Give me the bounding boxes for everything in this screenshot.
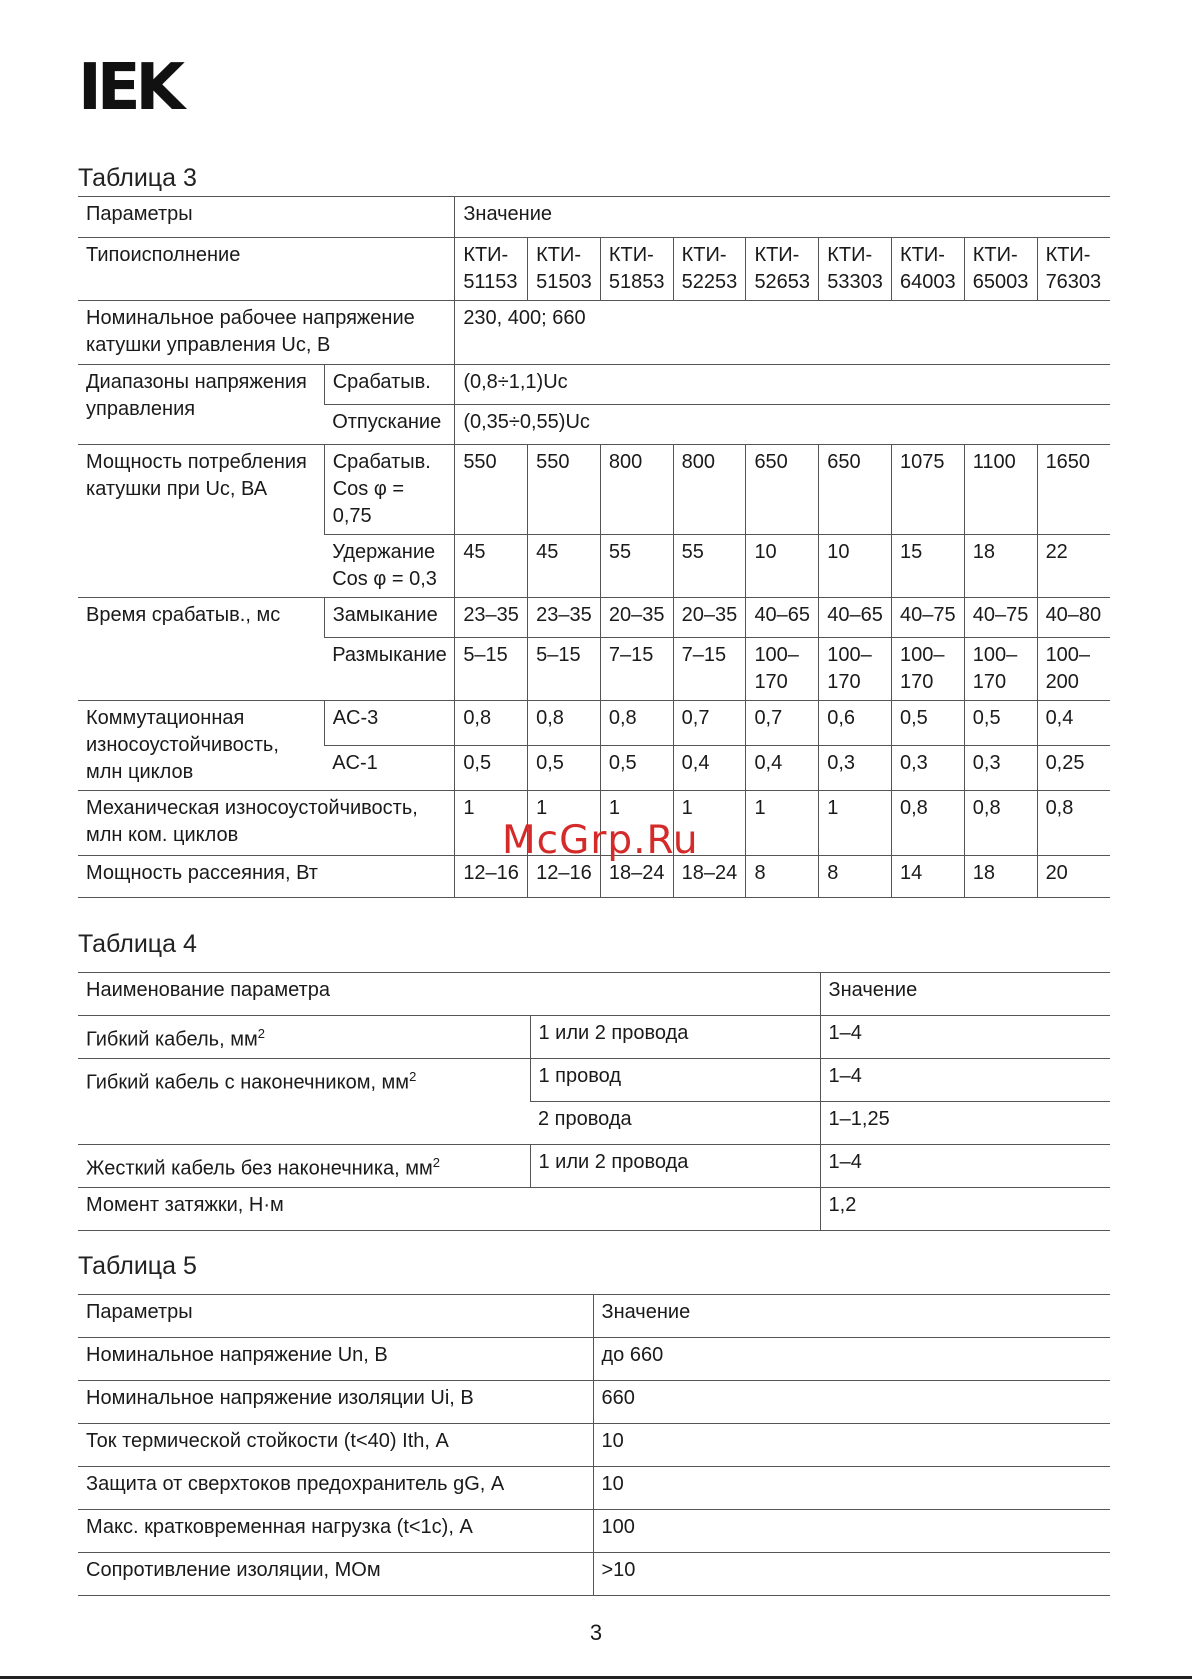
close-label: Замыкание xyxy=(324,598,455,638)
value-cell: 650 xyxy=(746,445,819,535)
control-range-label: Диапазоны напряжения управления xyxy=(78,365,324,445)
value-cell: 40–75 xyxy=(964,598,1037,638)
rigid-cable-cond: 1 или 2 провода xyxy=(530,1145,820,1188)
value-cell: 10 xyxy=(819,535,892,598)
value-cell: 20–35 xyxy=(600,598,673,638)
value-cell: 22 xyxy=(1037,535,1110,598)
value-cell: 0,5 xyxy=(600,746,673,791)
pickup-range-value: (0,8÷1,1)Uc xyxy=(455,365,1110,405)
rigid-cable-value: 1–4 xyxy=(820,1145,1110,1188)
value-cell: 40–75 xyxy=(892,598,965,638)
value-cell: 20 xyxy=(1037,856,1110,898)
type-cell: КТИ- 52253 xyxy=(673,238,746,301)
value-cell: 0,6 xyxy=(819,701,892,746)
table-row xyxy=(78,973,1110,1016)
flex-cable-value: 1–4 xyxy=(820,1016,1110,1059)
table-row xyxy=(78,301,1110,365)
value-cell: 0,8 xyxy=(455,701,528,746)
value-cell: 5–15 xyxy=(528,638,601,701)
op-time-label: Время срабатыв., мс xyxy=(78,598,324,701)
table-row xyxy=(78,1467,1110,1510)
value-cell: 100– 200 xyxy=(1037,638,1110,701)
value-cell: 8 xyxy=(819,856,892,898)
page-number: 3 xyxy=(589,1620,603,1645)
ferrule-cond-2: 2 провода xyxy=(530,1102,820,1145)
value-cell: 100– 170 xyxy=(819,638,892,701)
table-row xyxy=(78,1338,1110,1381)
value-cell: 1 xyxy=(528,791,601,856)
mechanical-label: Механическая износоустойчивость, млн ком. циклов xyxy=(78,791,455,856)
row-label: Защита от сверхтоков предохранитель gG, А xyxy=(78,1467,593,1510)
value-cell: 8 xyxy=(746,856,819,898)
rigid-cable-label: Жесткий кабель без наконечника, $мм^2$ xyxy=(78,1145,530,1188)
value-cell: 55 xyxy=(673,535,746,598)
table-row xyxy=(78,1381,1110,1424)
value-cell: 0,3 xyxy=(892,746,965,791)
header-value: Значение xyxy=(820,973,1110,1016)
value-cell: 0,4 xyxy=(673,746,746,791)
row-label: Сопротивление изоляции, МОм xyxy=(78,1553,593,1596)
watermark: McGrp.Ru xyxy=(502,818,699,863)
table5-caption: Таблица 5 xyxy=(78,1252,197,1280)
table-row xyxy=(78,1295,1110,1338)
value-cell: 1075 xyxy=(892,445,965,535)
value-cell: 5–15 xyxy=(455,638,528,701)
rated-voltage-value: 230, 400; 660 xyxy=(455,301,1110,365)
type-cell: КТИ- 53303 xyxy=(819,238,892,301)
value-cell: 0,5 xyxy=(892,701,965,746)
open-label: Размыкание xyxy=(324,638,455,701)
table-row xyxy=(78,1059,1110,1102)
release-label: Отпускание xyxy=(324,405,455,445)
table-row xyxy=(78,598,1110,638)
value-cell: 0,3 xyxy=(819,746,892,791)
coil-pickup-label: Срабатыв. Cos φ = 0,75 xyxy=(324,445,455,535)
type-cell: КТИ- 51853 xyxy=(600,238,673,301)
value-cell: 550 xyxy=(528,445,601,535)
header-value: Значение xyxy=(593,1295,1110,1338)
ferrule-value-1: 1–4 xyxy=(820,1059,1110,1102)
value-cell: 1 xyxy=(455,791,528,856)
header-value: Значение xyxy=(455,197,1110,238)
value-cell: 15 xyxy=(892,535,965,598)
header-param: Параметры xyxy=(78,197,455,238)
table3-caption: Таблица 3 xyxy=(78,164,197,192)
value-cell: 40–65 xyxy=(819,598,892,638)
table-row xyxy=(78,197,1110,238)
switching-label: Коммутационная износоустойчивость, млн циклов xyxy=(78,701,324,791)
value-cell: 0,4 xyxy=(746,746,819,791)
value-cell: 18–24 xyxy=(600,856,673,898)
type-cell: КТИ- 51503 xyxy=(528,238,601,301)
dissipation-label: Мощность рассеяния, Вт xyxy=(78,856,455,898)
type-cell: КТИ- 64003 xyxy=(892,238,965,301)
ac1-label: AC-1 xyxy=(324,746,455,791)
coil-hold-label: Удержание Cos φ = 0,3 xyxy=(324,535,455,598)
value-cell: 0,8 xyxy=(528,701,601,746)
row-value: >10 xyxy=(593,1553,1110,1596)
table3 xyxy=(78,196,1110,898)
row-label: Макс. кратковременная нагрузка (t<1с), А xyxy=(78,1510,593,1553)
row-value: 10 xyxy=(593,1467,1110,1510)
torque-label: Момент затяжки, Н·м xyxy=(78,1188,820,1231)
value-cell: 1650 xyxy=(1037,445,1110,535)
flex-cable-label: Гибкий кабель, $мм^2$ xyxy=(78,1016,530,1059)
value-cell: 40–65 xyxy=(746,598,819,638)
row-value: 100 xyxy=(593,1510,1110,1553)
coil-power-label: Мощность потребления катушки при Uc, ВА xyxy=(78,445,324,598)
value-cell: 1 xyxy=(600,791,673,856)
value-cell: 18 xyxy=(964,856,1037,898)
pickup-label: Срабатыв. xyxy=(324,365,455,405)
value-cell: 40–80 xyxy=(1037,598,1110,638)
value-cell: 7–15 xyxy=(600,638,673,701)
value-cell: 550 xyxy=(455,445,528,535)
row-label: Ток термической стойкости (t<40) Ith, А xyxy=(78,1424,593,1467)
table4-caption: Таблица 4 xyxy=(78,930,197,958)
row-label: Номинальное напряжение Un, В xyxy=(78,1338,593,1381)
row-value: 660 xyxy=(593,1381,1110,1424)
rated-voltage-label: Номинальное рабочее напряжение катушки управления Uc, В xyxy=(78,301,455,365)
value-cell: 0,4 xyxy=(1037,701,1110,746)
ferrule-cable-label: Гибкий кабель с наконечником, $мм^2$ xyxy=(78,1059,530,1145)
torque-value: 1,2 xyxy=(820,1188,1110,1231)
value-cell: 23–35 xyxy=(455,598,528,638)
type-cell: КТИ- 51153 xyxy=(455,238,528,301)
header-param: Наименование параметра xyxy=(78,973,820,1016)
value-cell: 45 xyxy=(528,535,601,598)
value-cell: 18 xyxy=(964,535,1037,598)
ferrule-value-2: 1–1,25 xyxy=(820,1102,1110,1145)
value-cell: 0,7 xyxy=(746,701,819,746)
value-cell: 100– 170 xyxy=(746,638,819,701)
value-cell: 1100 xyxy=(964,445,1037,535)
value-cell: 650 xyxy=(819,445,892,535)
value-cell: 55 xyxy=(600,535,673,598)
table-row xyxy=(78,445,1110,535)
iek-logo: IEK xyxy=(78,51,181,125)
value-cell: 0,8 xyxy=(964,791,1037,856)
table-row xyxy=(78,365,1110,405)
row-value: 10 xyxy=(593,1424,1110,1467)
value-cell: 0,7 xyxy=(673,701,746,746)
row-label: Номинальное напряжение изоляции Ui, В xyxy=(78,1381,593,1424)
value-cell: 1 xyxy=(746,791,819,856)
table-row xyxy=(78,1016,1110,1059)
value-cell: 800 xyxy=(600,445,673,535)
value-cell: 10 xyxy=(746,535,819,598)
flex-cable-cond: 1 или 2 провода xyxy=(530,1016,820,1059)
ac3-label: AC-3 xyxy=(324,701,455,746)
value-cell: 0,5 xyxy=(528,746,601,791)
value-cell: 7–15 xyxy=(673,638,746,701)
table4 xyxy=(78,972,1110,1231)
value-cell: 45 xyxy=(455,535,528,598)
value-cell: 1 xyxy=(673,791,746,856)
value-cell: 14 xyxy=(892,856,965,898)
type-cell: КТИ- 76303 xyxy=(1037,238,1110,301)
value-cell: 20–35 xyxy=(673,598,746,638)
value-cell: 12–16 xyxy=(455,856,528,898)
table-row xyxy=(78,1188,1110,1231)
table-row xyxy=(78,1145,1110,1188)
type-cell: КТИ- 65003 xyxy=(964,238,1037,301)
value-cell: 12–16 xyxy=(528,856,601,898)
value-cell: 0,25 xyxy=(1037,746,1110,791)
row-value: до 660 xyxy=(593,1338,1110,1381)
header-param: Параметры xyxy=(78,1295,593,1338)
value-cell: 100– 170 xyxy=(964,638,1037,701)
value-cell: 0,8 xyxy=(1037,791,1110,856)
release-range-value: (0,35÷0,55)Uc xyxy=(455,405,1110,445)
value-cell: 100– 170 xyxy=(892,638,965,701)
value-cell: 800 xyxy=(673,445,746,535)
value-cell: 0,3 xyxy=(964,746,1037,791)
value-cell: 18–24 xyxy=(673,856,746,898)
table-row xyxy=(78,238,1110,301)
table-row xyxy=(78,1424,1110,1467)
table-row xyxy=(78,1510,1110,1553)
value-cell: 0,5 xyxy=(455,746,528,791)
value-cell: 0,8 xyxy=(600,701,673,746)
value-cell: 1 xyxy=(819,791,892,856)
ferrule-cond-1: 1 провод xyxy=(530,1059,820,1102)
table-row xyxy=(78,701,1110,746)
type-cell: КТИ- 52653 xyxy=(746,238,819,301)
value-cell: 23–35 xyxy=(528,598,601,638)
table5 xyxy=(78,1294,1110,1596)
value-cell: 0,5 xyxy=(964,701,1037,746)
table-row xyxy=(78,1553,1110,1596)
value-cell: 0,8 xyxy=(892,791,965,856)
type-label: Типоисполнение xyxy=(78,238,455,301)
